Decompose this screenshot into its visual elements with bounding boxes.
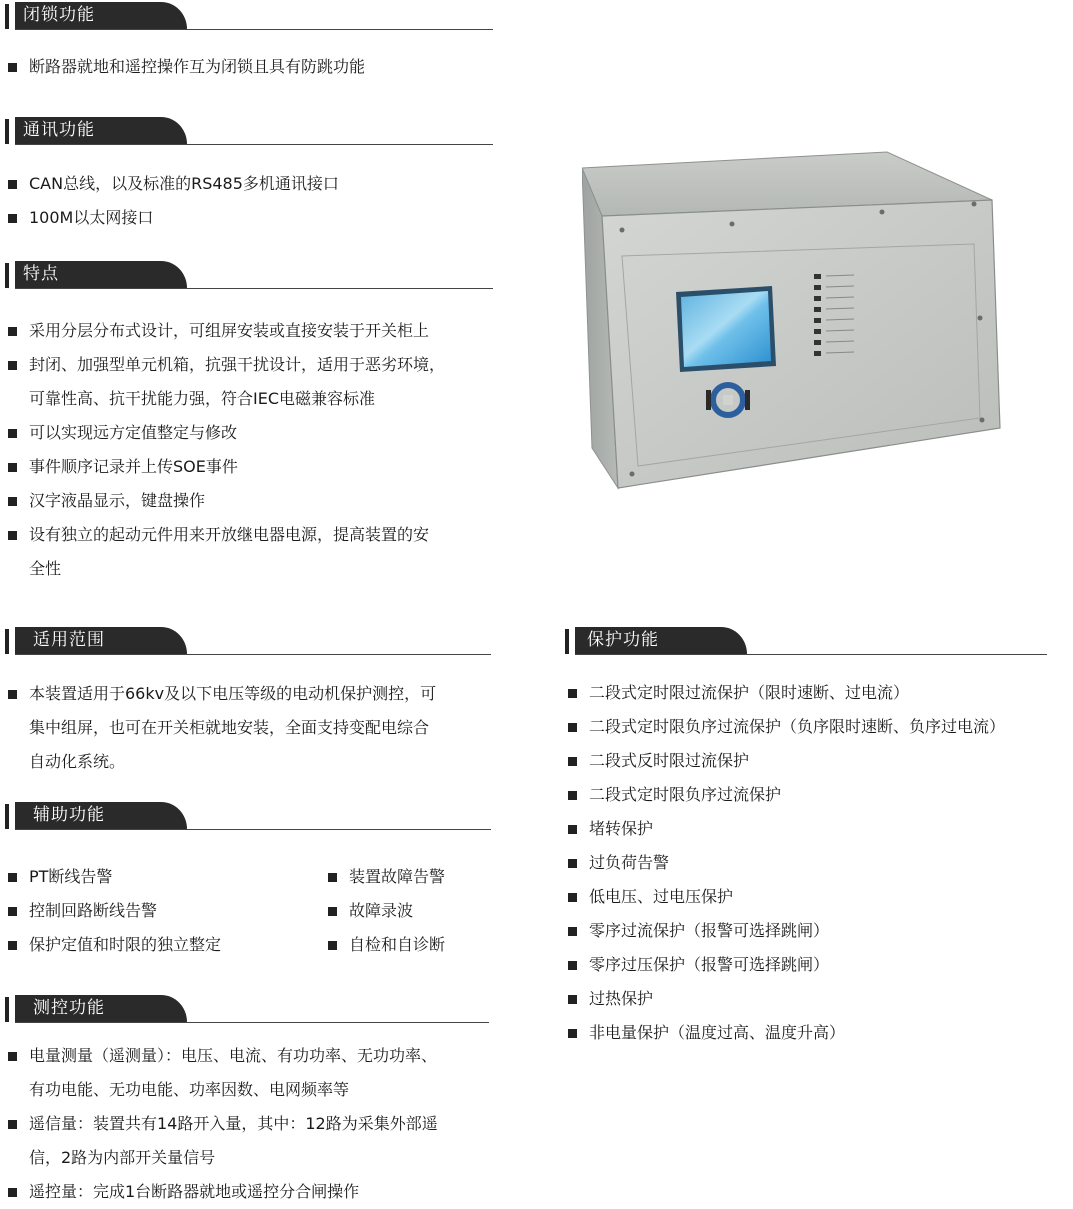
item-list — [5, 50, 493, 84]
section-comm — [5, 117, 493, 235]
item-list — [5, 860, 505, 962]
header-rule — [15, 29, 493, 30]
section-measure — [5, 995, 515, 1209]
list-item: 二段式反时限过流保护 — [565, 744, 1071, 778]
device-illustration — [582, 148, 1010, 496]
item-list — [5, 314, 515, 586]
section-title: 保护功能 — [575, 627, 747, 654]
list-item: 过热保护 — [565, 982, 1071, 1016]
item-list — [5, 167, 493, 235]
header-rule — [15, 1022, 489, 1023]
list-item: 零序过压保护（报警可选择跳闸） — [565, 948, 1071, 982]
section-title: 适用范围 — [15, 627, 187, 654]
section-title: 通讯功能 — [15, 117, 187, 144]
section-header — [5, 2, 493, 30]
section-protect — [565, 627, 1071, 1050]
list-item: 保护定值和时限的独立整定 — [5, 928, 325, 962]
section-aux — [5, 802, 505, 962]
relay-protection-device-image — [582, 148, 1010, 496]
header-bar — [5, 4, 9, 29]
header-rule — [15, 144, 493, 145]
list-item: 采用分层分布式设计，可组屏安装或直接安装于开关柜上 — [5, 314, 515, 348]
header-rule — [15, 654, 491, 655]
header-bar — [5, 629, 9, 654]
list-item: 二段式定时限负序过流保护 — [565, 778, 1071, 812]
list-item: 过负荷告警 — [565, 846, 1071, 880]
list-item: 装置故障告警 — [325, 860, 525, 894]
list-item: 控制回路断线告警 — [5, 894, 325, 928]
section-title: 测控功能 — [15, 995, 187, 1022]
list-item: 断路器就地和遥控操作互为闭锁且具有防跳功能 — [5, 50, 493, 84]
list-item: 遥信量：装置共有14路开入量，其中：12路为采集外部遥 信，2路为内部开关量信号 — [5, 1107, 515, 1175]
section-header — [5, 117, 493, 145]
section-header — [5, 627, 491, 655]
list-item: 二段式定时限过流保护（限时速断、过电流） — [565, 676, 1071, 710]
item-list — [565, 676, 1071, 1050]
header-bar — [5, 997, 9, 1022]
list-item: 故障录波 — [325, 894, 525, 928]
section-header — [5, 261, 493, 289]
header-bar — [5, 804, 9, 829]
item-list — [5, 1039, 515, 1209]
section-lock — [5, 2, 493, 84]
list-item: 事件顺序记录并上传SOE事件 — [5, 450, 515, 484]
item-list — [5, 677, 505, 779]
list-item: 本装置适用于66kv及以下电压等级的电动机保护测控，可 集中组屏，也可在开关柜就地安装，全面支持变配电综合 自动化系统。 — [5, 677, 505, 779]
header-bar — [5, 263, 9, 288]
section-title: 闭锁功能 — [15, 2, 187, 29]
list-item: 汉字液晶显示，键盘操作 — [5, 484, 515, 518]
list-item: 遥控量：完成1台断路器就地或遥控分合闸操作 — [5, 1175, 515, 1209]
section-title: 特点 — [15, 261, 187, 288]
list-item: PT断线告警 — [5, 860, 325, 894]
list-item: 堵转保护 — [565, 812, 1071, 846]
list-item: 电量测量（遥测量）：电压、电流、有功功率、无功功率、 有功电能、无功电能、功率因数、电网频率等 — [5, 1039, 515, 1107]
list-item: 非电量保护（温度过高、温度升高） — [565, 1016, 1071, 1050]
header-bar — [5, 119, 9, 144]
section-features — [5, 261, 515, 586]
header-rule — [15, 288, 493, 289]
list-item: 封闭、加强型单元机箱，抗强干扰设计，适用于恶劣环境， 可靠性高、抗干扰能力强，符合IEC电磁兼容标准 — [5, 348, 515, 416]
section-header — [5, 802, 491, 830]
list-item: 低电压、过电压保护 — [565, 880, 1071, 914]
section-header — [565, 627, 1047, 655]
list-item: 可以实现远方定值整定与修改 — [5, 416, 515, 450]
header-rule — [575, 654, 1047, 655]
list-item: CAN总线，以及标准的RS485多机通讯接口 — [5, 167, 493, 201]
list-item: 二段式定时限负序过流保护（负序限时速断、负序过电流） — [565, 710, 1071, 744]
list-item: 自检和自诊断 — [325, 928, 525, 962]
list-item: 100M以太网接口 — [5, 201, 493, 235]
header-rule — [15, 829, 491, 830]
section-title: 辅助功能 — [15, 802, 187, 829]
section-header — [5, 995, 489, 1023]
list-item: 设有独立的起动元件用来开放继电器电源，提高装置的安 全性 — [5, 518, 515, 586]
section-scope — [5, 627, 505, 779]
list-item: 零序过流保护（报警可选择跳闸） — [565, 914, 1071, 948]
header-bar — [565, 629, 569, 654]
